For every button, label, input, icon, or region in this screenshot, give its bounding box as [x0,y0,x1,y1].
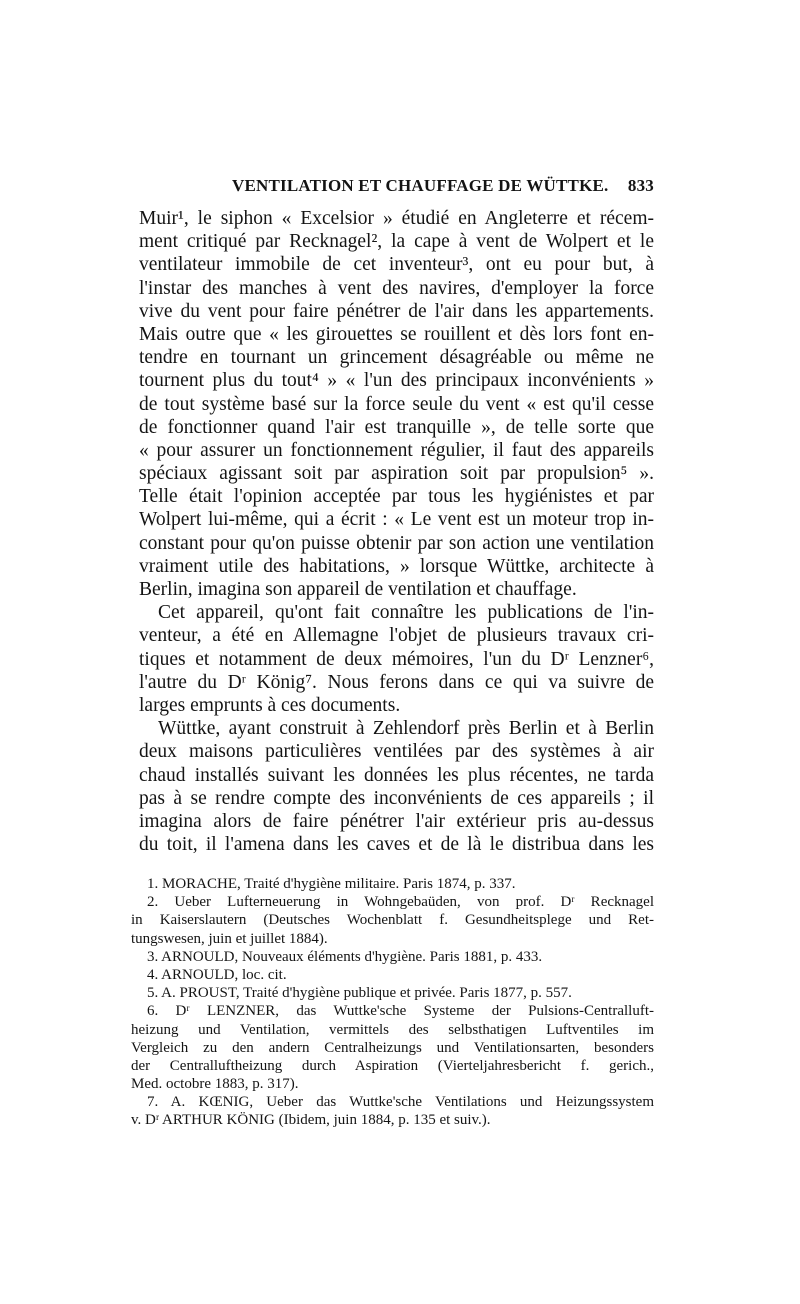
footnote-line: der Centralluftheizung durch Aspiration (Vierteljahresbericht f. gerich., [131,1057,654,1074]
text-line: de tout système basé sur la force seule du vent « est qu'il cesse [139,393,654,415]
footnote-line: 4. ARNOULD, loc. cit. [147,966,287,983]
text-line: imagina alors de faire pénétrer l'air extérieur pris au-dessus [139,810,654,832]
text-line: chaud installés suivant les données les plus récentes, ne tarda [139,764,654,786]
footnote-line: 2. Ueber Lufterneuerung in Wohngebaüden, von prof. Dʳ Recknagel [147,894,654,911]
main-text [139,207,654,856]
text-line: spéciaux agissant soit par aspiration soit par propulsion⁵ ». [139,463,654,485]
text-line: ventilateur immobile de cet inventeur³, ont eu pour but, à [139,254,654,276]
text-line: Wüttke, ayant construit à Zehlendorf près Berlin et à Berlin [158,718,654,740]
text-line: pas à se rendre compte des inconvénients de ces appareils ; il [139,787,654,809]
text-line: Telle était l'opinion acceptée par tous les hygiénistes et par [139,486,654,508]
text-line: Cet appareil, qu'ont fait connaître les publications de l'in- [158,602,654,624]
running-header [232,176,654,200]
text-line: « pour assurer un fonctionnement régulier, il faut des appareils [139,439,654,461]
text-line: vraiment utile des habitations, » lorsque Wüttke, architecte à [139,555,654,577]
footnote-line: v. Dʳ ARTHUR KÖNIG (Ibidem, juin 1884, p. 135 et suiv.). [131,1112,491,1129]
text-line: ment critiqué par Recknagel², la cape à vent de Wolpert et le [139,231,654,253]
footnote-line: Med. octobre 1883, p. 317). [131,1076,299,1093]
text-line: larges emprunts à ces documents. [139,694,401,716]
text-line: vive du vent pour faire pénétrer de l'air dans les appartements. [139,300,654,322]
footnote-line: Vergleich zu den andern Centralheizungs und Ventilationsarten, besonders [131,1039,654,1056]
text-line: venteur, a été en Allemagne l'objet de plusieurs travaux cri- [139,625,654,647]
text-line: tournent plus du tout⁴ » « l'un des principaux inconvénients » [139,370,654,392]
footnote-line: 1. MORACHE, Traité d'hygiène militaire. Paris 1874, p. 337. [147,876,516,892]
text-line: l'instar des manches à vent des navires, d'employer la force [139,277,654,299]
text-line: Wolpert lui-même, qui a écrit : « Le vent est un moteur trop in- [139,509,654,531]
footnote-line: 7. A. KŒNIG, Ueber das Wuttke'sche Ventilations und Heizungssystem [147,1094,654,1111]
text-line: deux maisons particulières ventilées par des systèmes à air [139,741,654,763]
footnote-line: 5. A. PROUST, Traité d'hygiène publique et privée. Paris 1877, p. 557. [147,985,572,1002]
text-line: du toit, il l'amena dans les caves et de là le distribua dans les [139,834,654,856]
text-line: l'autre du Dʳ König⁷. Nous ferons dans ce qui va suivre de [139,671,654,693]
page-number: 833 [627,176,654,195]
text-line: tendre en tournant un grincement désagréable ou même ne [139,347,654,369]
footnote-line: in Kaiserslautern (Deutsches Wochenblatt f. Gesundheitsplege und Ret- [131,912,654,929]
footnote-line: 3. ARNOULD, Nouveaux éléments d'hygiène. Paris 1881, p. 433. [147,948,543,965]
text-line: Berlin, imagina son appareil de ventilation et chauffage. [139,579,577,600]
text-line: constant pour qu'on puisse obtenir par son action une ventilation [139,532,654,554]
footnote-line: 6. Dʳ LENZNER, das Wuttke'sche Systeme der Pulsions-Centralluft- [147,1003,654,1020]
text-line: tiques et notamment de deux mémoires, l'un du Dʳ Lenzner⁶, [139,648,654,670]
footnotes [131,875,654,1130]
text-line: de fonctionner quand l'air est tranquille », de telle sorte que [139,416,654,438]
footnote-line: heizung und Ventilation, vermittels des selbsthatigen Luftventiles im [131,1021,654,1038]
text-line: Mais outre que « les girouettes se rouillent et dès lors font en- [139,323,654,345]
footnote-line: tungswesen, juin et juillet 1884). [131,930,328,947]
running-title: VENTILATION ET CHAUFFAGE DE WÜTTKE. [232,176,609,195]
text-line: Muir¹, le siphon « Excelsior » étudié en Angleterre et récem- [139,208,654,229]
